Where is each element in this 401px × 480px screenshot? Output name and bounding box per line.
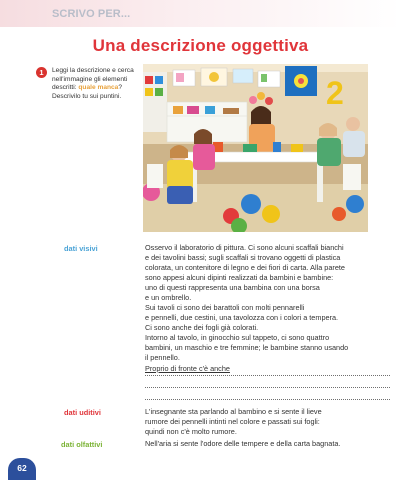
instruction-line-2: nell'immagine gli elementi xyxy=(52,75,128,83)
instruction-question-mark: ? xyxy=(118,84,123,92)
wall-number-2: 2 xyxy=(326,75,344,111)
visual-text-line: e dei tavolini bassi; sugli scaffali si trovano oggetti di plastica xyxy=(145,253,341,262)
category-label-uditivi: dati uditivi xyxy=(64,408,101,417)
instruction-line-1: Leggi la descrizione e cerca xyxy=(52,67,134,74)
category-label-visivi: dati visivi xyxy=(64,244,98,253)
answer-dotted-line[interactable] xyxy=(145,399,390,400)
visual-text-line: uno di questi rappresenta una bambina con una borsa xyxy=(145,283,320,292)
instruction-highlight: quale manca xyxy=(78,84,119,92)
answer-dotted-line[interactable] xyxy=(145,375,390,376)
auditory-text-line: quindi non c'è molto rumore. xyxy=(145,427,237,436)
visual-text-line: il pennello. xyxy=(145,353,180,362)
visual-text-line: bambini, un maschio e tre femmine; le bambine stanno usando xyxy=(145,343,349,352)
visual-text-line: Sui tavoli ci sono dei barattoli con molti pennarelli xyxy=(145,303,305,312)
visual-text-line: Intorno al tavolo, in ginocchio sul tappeto, ci sono quattro xyxy=(145,333,330,342)
auditory-text-line: L'insegnante sta parlando al bambino e si sente il lieve xyxy=(145,407,322,416)
category-label-olfattivi: dati olfattivi xyxy=(61,440,103,449)
visual-text-line: e pennelli, due cestini, una tavolozza con i colori a tempera. xyxy=(145,313,339,322)
visual-text-line: e un ombrello. xyxy=(145,293,192,302)
page-title: Una descrizione oggettiva xyxy=(92,36,309,55)
exercise-instruction xyxy=(52,67,142,102)
instruction-line-3: descritti: xyxy=(52,84,77,92)
page-number: 62 xyxy=(17,463,27,473)
olfactory-text-line: Nell'aria si sente l'odore delle tempere e della carta bagnata. xyxy=(145,439,341,448)
classroom-illustration xyxy=(143,64,368,232)
visual-text-line: Ci sono anche dei fogli già colorati. xyxy=(145,323,259,332)
section-label: SCRIVO PER... xyxy=(52,8,131,20)
answer-dotted-line[interactable] xyxy=(145,387,390,388)
visual-text-line: colorata, un contenitore di legno e dei fiori di carta. Alla parete xyxy=(145,263,345,272)
classroom-photo xyxy=(143,64,368,232)
visual-text-line: sono appesi alcuni dipinti realizzati da bambini e bambine: xyxy=(145,273,334,282)
prompt-line: Proprio di fronte c'è anche xyxy=(145,364,230,373)
visual-text-line: Osservo il laboratorio di pittura. Ci sono alcuni scaffali bianchi xyxy=(145,243,344,252)
instruction-line-4: Descrivilo tu sui puntini. xyxy=(52,93,122,101)
auditory-text-line: rumore dei pennelli intinti nel colore e passati sui fogli: xyxy=(145,417,320,426)
exercise-number-badge: 1 xyxy=(36,67,47,78)
